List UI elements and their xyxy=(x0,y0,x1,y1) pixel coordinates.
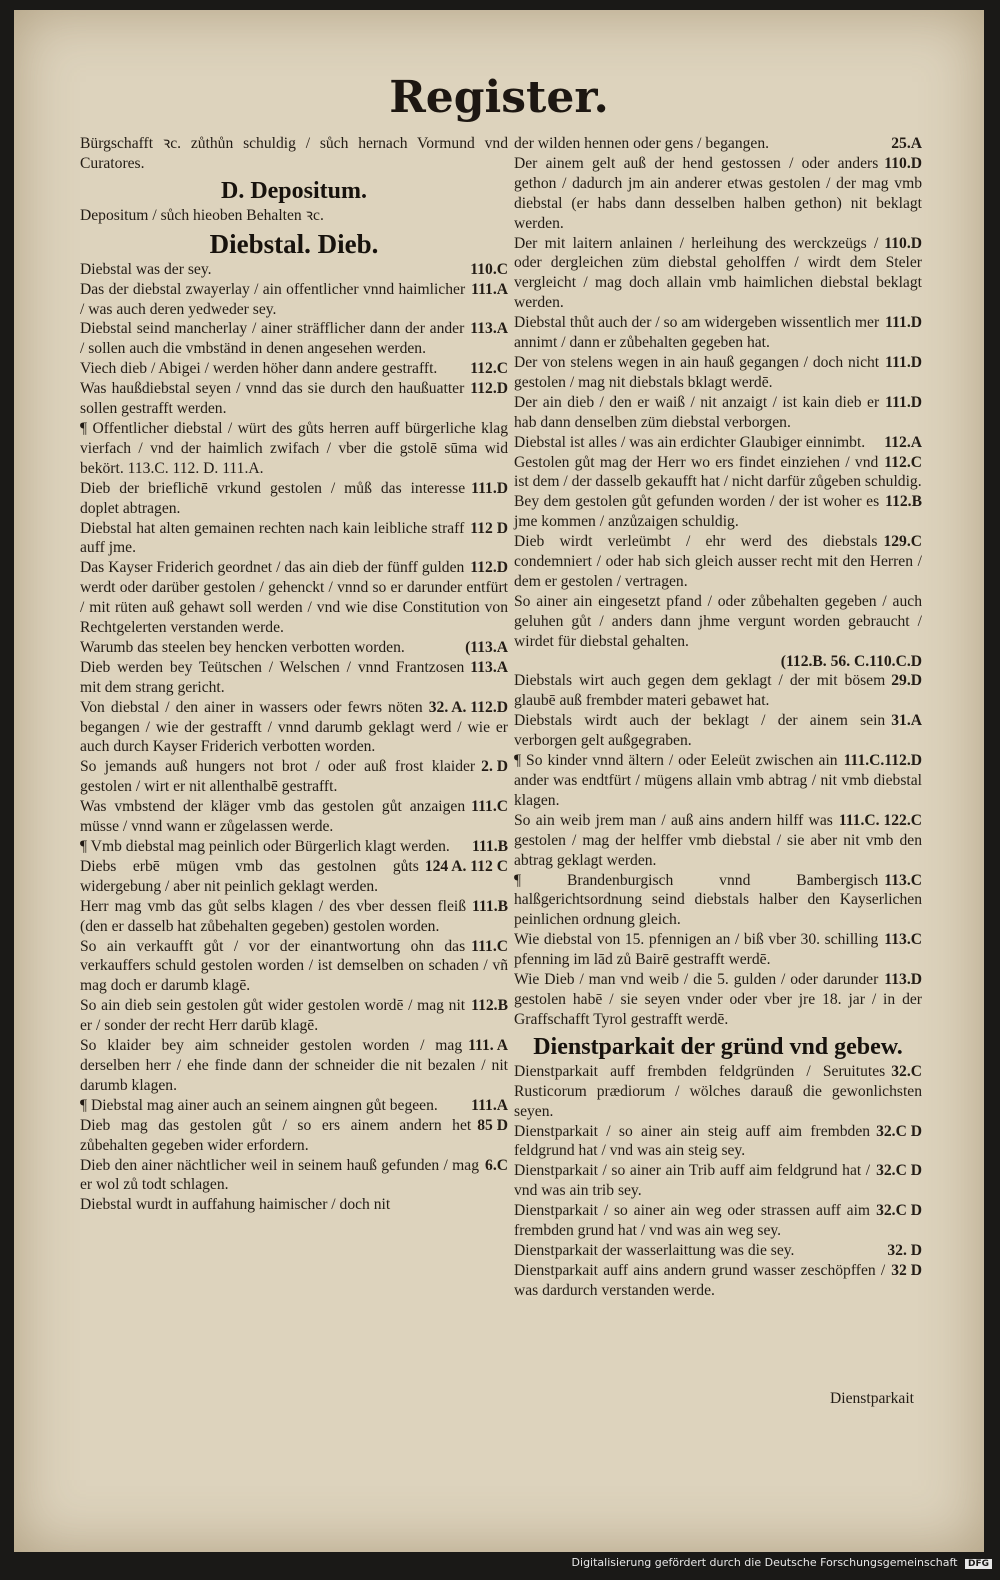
page-reference: 85 D xyxy=(477,1116,508,1134)
register-entry xyxy=(514,1161,922,1201)
left-column xyxy=(80,134,508,1215)
entry-text: Diebstal seind mancherlay / ainer sträfflicher dann der ander / sollen auch die vmbständ in denen angesehen werden. xyxy=(80,320,465,358)
register-entry xyxy=(80,837,508,857)
page-reference: 111.C.112.D xyxy=(843,752,922,770)
page-reference: 113.D xyxy=(884,971,922,989)
entry-text: Der ain dieb / den er waiß / nit anzaigt / ist kain dieb er hab dann denselben züm diebstal verborgen. xyxy=(514,393,880,431)
entry-text: Diebstal thůt auch der / so am widergeben wissentlich mer annimt / dann er zůbehalten gegeben hat. xyxy=(514,314,880,352)
right-column xyxy=(514,134,922,1301)
entry-text: Dieb der brieflichē vrkund gestolen / můß das interesse doplet abtragen. xyxy=(80,479,466,517)
page-reference: 110.D xyxy=(884,154,922,172)
register-entry xyxy=(80,558,508,638)
page-reference: 112.A xyxy=(884,433,922,451)
register-entry xyxy=(514,313,922,353)
page-reference: 111.B xyxy=(472,838,508,855)
page-reference: (112.B. 56. C.110.C.D xyxy=(780,652,922,670)
page-reference: 112.C xyxy=(470,360,508,378)
register-entry xyxy=(80,797,508,837)
entry-text: Der ainem gelt auß der hend gestossen / oder anders gethon / dadurch jm ain anderer etwas gestolen / der mag vmb diebstal (er habs dann desselben halben gethon) nit beklagt werden. xyxy=(514,154,922,232)
register-entry xyxy=(514,1122,922,1162)
register-entry xyxy=(80,1156,508,1196)
entry-text: ¶ Offentlicher diebstal / würt des gůts herren auff bürgerliche klag vierfach / vnd der haimlich zwifach / vber die gstolē sūma wid bekört. 113.C. 112. D. 111.A. xyxy=(80,419,508,477)
page-reference: 112.B xyxy=(885,493,922,511)
page-reference: 129.C xyxy=(883,533,922,551)
page-reference: 111.D xyxy=(885,393,922,411)
entry-text: Bey dem gestolen gůt gefunden worden / der ist woher es jme kommen / anzůzaigen schuldig. xyxy=(514,493,880,531)
entry-text: der wilden hennen oder gens / begangen. xyxy=(514,135,770,152)
register-entry xyxy=(80,937,508,997)
section-heading: Diebstal. Dieb. xyxy=(209,228,379,259)
entry-text: Dienstparkait / so ainer ain steig auff aim frembden feldgrund hat / vnd was ain steig sey. xyxy=(514,1122,871,1160)
register-entry xyxy=(80,857,508,897)
register-entry xyxy=(514,751,922,811)
entry-text: ¶ Vmb diebstal mag peinlich oder Bürgerlich klagt werden. xyxy=(80,838,450,855)
entry-text: Dieb den ainer nächtlicher weil in seinem hauß gefunden / mag er wol zů todt schlagen. xyxy=(80,1156,480,1194)
register-entry xyxy=(514,811,922,871)
entry-text: Dieb werden bey Teütschen / Welschen / vnnd Frantzosen mit dem strang gericht. xyxy=(80,658,465,696)
entry-text: Dienstparkait / so ainer ain Trib auff aim feldgrund hat / vnd was ain trib sey. xyxy=(514,1162,871,1200)
page-reference: 32.C xyxy=(891,1062,922,1080)
register-entry xyxy=(80,479,508,519)
entry-text: ¶ Diebstal mag ainer auch an seinem aingnen gůt begeen. xyxy=(80,1096,438,1114)
register-entry xyxy=(80,1096,508,1116)
register-entry xyxy=(514,711,922,751)
catchword: Dienstparkait xyxy=(829,1390,914,1407)
register-entry xyxy=(80,1116,508,1156)
register-entry xyxy=(514,652,922,672)
register-entry xyxy=(514,433,922,453)
entry-text: So ain verkaufft gůt / vor der einantwortung ohn das verkauffers schuld gestolen worden / ist demselben on schaden / vñ mag doch er darumb klagē. xyxy=(80,937,508,995)
entry-text: Diebstals wirt auch gegen dem geklagt / der mit bösem glaubē auß frembder materi gebawet hat. xyxy=(514,672,886,710)
register-entry xyxy=(514,671,922,711)
page-reference: 113.C xyxy=(884,871,922,889)
register-entry xyxy=(80,134,508,174)
section-heading: Dienstparkait der gründ vnd gebew. xyxy=(533,1033,903,1060)
entry-text: ¶ So kinder vnnd ältern / oder Eeleüt zwischen ain ander was endtfürt / mügens allain vmb abtrag / nit vmb diebstal klagen. xyxy=(514,752,922,809)
entry-text: Dieb wirdt verleümbt / ehr werd des diebstals condemniert / oder hab sich gleich ausser recht mit den Herren / dem er gestolen / vertragen. xyxy=(514,533,922,590)
page-reference: 31.A xyxy=(891,712,922,730)
page-reference: 111.C xyxy=(471,798,508,816)
register-entry xyxy=(80,260,508,280)
page-reference: 110.D xyxy=(884,234,922,252)
register-entry xyxy=(80,658,508,698)
page-reference: 112.D xyxy=(470,559,508,577)
page-reference: 111.B xyxy=(472,897,508,915)
page-reference: 111.A xyxy=(471,1096,508,1114)
register-entry xyxy=(80,419,508,479)
entry-text: Gestolen gůt mag der Herr wo ers findet einziehen / vnd ist dem / der dasselb gekaufft hat / nicht darfür zůgeben schuldig. xyxy=(514,453,922,491)
entry-text: Dienstparkait / so ainer ain weg oder strassen auff aim frembden grund hat / vnd was ain weg sey. xyxy=(514,1202,871,1240)
footer xyxy=(0,1556,992,1569)
page-reference: 32.C D xyxy=(876,1202,922,1220)
page-reference: 25.A xyxy=(891,135,922,152)
page-reference: 112.C xyxy=(884,453,922,471)
page-reference: 113.C xyxy=(884,931,922,949)
entry-text: Warumb das steelen bey hencken verbotten worden. xyxy=(80,638,405,656)
book-page xyxy=(14,10,984,1552)
entry-text: So ainer ain eingesetzt pfand / oder zůbehalten gegeben / auch geluhen gůt / anders dann jhme vergunt worden gebraucht / wirdet für diebstal gehalten. xyxy=(514,592,922,650)
entry-text: Diebs erbē mügen vmb das gestolnen gůts widergebung / aber nit peinlich geklagt werden. xyxy=(80,857,419,895)
entry-text: Wie Dieb / man vnd weib / die 5. gulden / oder darunder gestolen habē / sie seyen vnder oder vber jre 18. jar / in der Graffschafft Tyrol gestrafft werdē. xyxy=(514,971,922,1028)
entry-text: Diebstal ist alles / was ain erdichter Glaubiger einnimbt. xyxy=(514,433,866,451)
register-entry xyxy=(514,234,922,314)
entry-text: Das Kayser Friderich geordnet / das ain dieb der fünff gulden werdt oder darüber gestolen / gehenckt / vnnd so er darunder entfürt / mit rüten auß gehawt soll werden / vnd wie dise Constitution von Rechtgelerten verstanden werde. xyxy=(80,559,508,637)
entry-text: Das der diebstal zwayerlay / ain offentlicher vnnd haimlicher / was auch deren yedweder sey. xyxy=(80,280,466,318)
register-entry xyxy=(80,1195,508,1215)
footer-text: Digitalisierung gefördert durch die Deutsche Forschungsgemeinschaft xyxy=(571,1556,958,1569)
register-entry xyxy=(80,319,508,359)
register-entry xyxy=(514,970,922,1030)
entry-text: Bürgschafft ꝛc. zůthůn schuldig / sůch hernach Vormund vnd Curatores. xyxy=(80,135,508,172)
page-reference: 113.A xyxy=(470,658,508,676)
entry-text: Dienstparkait der wasserlaittung was die sey. xyxy=(514,1241,795,1259)
entry-text: Der mit laitern anlainen / herleihung des werckzeügs / oder dergleichen züm diebstal geholffen / wirdt dem Steler vergleicht / mag doch allain vmb haimlichen diebstal beklagt werden. xyxy=(514,234,922,312)
page-reference: 111.A xyxy=(471,280,508,298)
page-reference: 112.B xyxy=(471,997,508,1015)
register-entry xyxy=(514,592,922,652)
entry-text: So ain weib jrem man / auß ains andern hilff was gestolen / mag der helffer vmb diebstal / sie aber nit vmb den abtrag geklagt werden. xyxy=(514,811,922,869)
page-reference: 111.C xyxy=(471,937,508,955)
page-reference: 2. D xyxy=(481,758,508,776)
page-title: Register. xyxy=(389,72,609,123)
register-entry xyxy=(80,698,508,758)
entry-text: ¶ Brandenburgisch vnnd Bambergisch halßgerichtsordnung seind diebstals halber den Kayserlichen peinlichen ordnung gleich. xyxy=(514,871,922,929)
page-reference: 111.D xyxy=(885,353,922,371)
register-entry xyxy=(80,359,508,379)
page-reference: 32. D xyxy=(887,1241,922,1259)
entry-text: Wie diebstal von 15. pfennigen an / biß vber 30. schilling pfenning im lād zů Bairē gestrafft werdē. xyxy=(514,931,879,969)
entry-text: Dienstparkait auff ains andern grund wasser zeschöpffen / was dardurch verstanden werde. xyxy=(514,1261,886,1299)
section-heading: D. Depositum. xyxy=(220,177,367,204)
register-entry xyxy=(514,492,922,532)
register-entry xyxy=(514,1261,922,1301)
page-reference: 111.D xyxy=(471,479,508,497)
register-entry xyxy=(514,353,922,393)
page-reference: 112 D xyxy=(470,519,508,537)
entry-text: Diebstal wurdt in auffahung haimischer / doch nit xyxy=(80,1196,391,1214)
register-entry xyxy=(80,519,508,559)
page-reference: 32.C D xyxy=(876,1162,922,1180)
page-reference: (113.A xyxy=(465,638,508,656)
register-entry xyxy=(514,1201,922,1241)
page-reference: 111. A xyxy=(468,1037,508,1055)
entry-text: Was vmbstend der kläger vmb das gestolen gůt anzaigen müsse / vnnd wann er zůgelassen werde. xyxy=(80,798,466,836)
register-entry xyxy=(80,996,508,1036)
register-entry xyxy=(514,871,922,931)
page-reference: 110.C xyxy=(470,260,508,278)
dfg-logo: DFG xyxy=(965,1559,992,1569)
register-entry xyxy=(80,757,508,797)
register-entry xyxy=(80,897,508,937)
register-entry xyxy=(514,1241,922,1261)
register-entry xyxy=(514,393,922,433)
page-reference: 112.D xyxy=(470,380,508,398)
register-entry xyxy=(80,206,508,226)
register-entry xyxy=(514,453,922,493)
entry-text: Diebstal was der sey. xyxy=(80,260,212,278)
page-reference: 29.D xyxy=(891,672,922,690)
entry-text: Diebstal hat alten gemainen rechten nach kain leibliche straff auff jme. xyxy=(80,519,465,557)
entry-text: Der von stelens wegen in ain hauß gegangen / doch nicht gestolen / mag nit diebstals bklagt werdē. xyxy=(514,353,880,391)
page-reference: 124 A. 112 C xyxy=(424,857,508,875)
register-entry xyxy=(80,379,508,419)
entry-text: Diebstals wirdt auch der beklagt / der ainem sein verborgen gelt außgegraben. xyxy=(514,712,886,750)
register-entry xyxy=(80,280,508,320)
register-entry xyxy=(80,638,508,658)
entry-text: Herr mag vmb das gůt selbs klagen / des vber dessen fleiß (den er dasselb hat zůbehalten gegeben) gestolen worden. xyxy=(80,897,467,935)
register-entry xyxy=(514,930,922,970)
page-reference: 113.A xyxy=(470,320,508,338)
entry-text: So ain dieb sein gestolen gůt wider gestolen wordē / mag nit er / sonder der recht Herr darūb klagē. xyxy=(80,997,466,1035)
entry-text: Was haußdiebstal seyen / vnnd das sie durch den haußuatter sollen gestrafft werden. xyxy=(80,380,465,418)
register-entry xyxy=(514,532,922,592)
entry-text: So jemands auß hungers not brot / oder auß frost klaider gestolen / wirt er nit allenthalbē gestrafft. xyxy=(80,758,476,796)
entry-text: Depositum / sůch hieoben Behalten ꝛc. xyxy=(80,206,324,224)
register-entry xyxy=(514,134,922,154)
entry-text: Dieb mag das gestolen gůt / so ers ainem andern het zůbehalten gegeben wider erfordern. xyxy=(80,1116,472,1154)
page-reference: 111.C. 122.C xyxy=(838,811,922,829)
page-reference: 6.C xyxy=(485,1156,508,1174)
register-entry xyxy=(514,1062,922,1122)
register-entry xyxy=(80,1036,508,1096)
entry-text: Von diebstal / den ainer in wassers oder fewrs nöten begangen / wie der gestrafft / vnnd darumb geklagt werd / wie er auch durch Kayser Friderich verbotten worden. xyxy=(80,698,508,756)
page-reference: 32 D xyxy=(891,1261,922,1279)
entry-text: So klaider bey aim schneider gestolen worden / mag derselben herr / ehe finde dann der schneider die nit bezalen / nit darumb klagen. xyxy=(80,1037,508,1094)
register-entry xyxy=(514,154,922,234)
page-reference: 32. A. 112.D xyxy=(428,698,508,716)
entry-text: Dienstparkait auff frembden feldgründen / Seruitutes Rusticorum prædiorum / wölches darauß die gewonlichsten seyen. xyxy=(514,1062,922,1120)
page-reference: 32.C D xyxy=(876,1122,922,1140)
entry-text: Viech dieb / Abigei / werden höher dann andere gestrafft. xyxy=(80,360,438,378)
page-reference: 111.D xyxy=(885,314,922,332)
